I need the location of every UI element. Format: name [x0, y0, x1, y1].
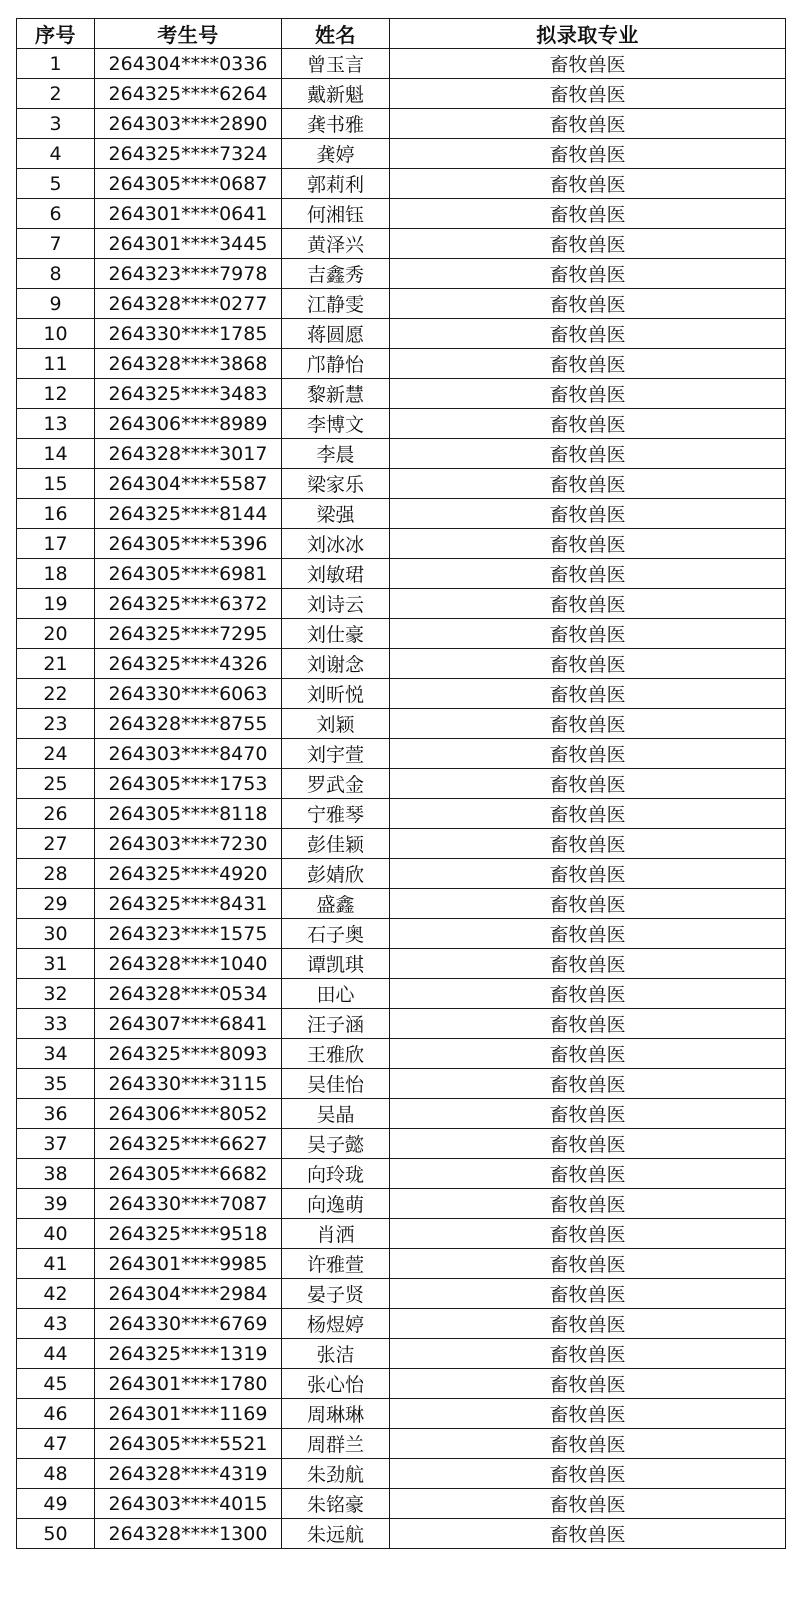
cell-major: 畜牧兽医: [390, 469, 786, 499]
table-row: [17, 259, 786, 289]
cell-seq: 1: [17, 49, 95, 79]
cell-name: 李晨: [282, 439, 390, 469]
cell-name: 宁雅琴: [282, 799, 390, 829]
cell-exam-number: 264305****6981: [95, 559, 282, 589]
cell-seq: 48: [17, 1459, 95, 1489]
cell-seq: 49: [17, 1489, 95, 1519]
cell-exam-number: 264325****4326: [95, 649, 282, 679]
table-row: [17, 199, 786, 229]
cell-major: 畜牧兽医: [390, 139, 786, 169]
table-body: [17, 49, 786, 1549]
table-row: [17, 739, 786, 769]
table-row: [17, 1399, 786, 1429]
cell-seq: 43: [17, 1309, 95, 1339]
table-row: [17, 1249, 786, 1279]
table-row: [17, 1279, 786, 1309]
cell-major: 畜牧兽医: [390, 439, 786, 469]
cell-exam-number: 264328****3017: [95, 439, 282, 469]
cell-seq: 12: [17, 379, 95, 409]
table-row: [17, 829, 786, 859]
cell-seq: 30: [17, 919, 95, 949]
cell-seq: 6: [17, 199, 95, 229]
table-row: [17, 169, 786, 199]
cell-name: 周琳琳: [282, 1399, 390, 1429]
cell-exam-number: 264328****0534: [95, 979, 282, 1009]
table-row: [17, 979, 786, 1009]
cell-major: 畜牧兽医: [390, 859, 786, 889]
cell-exam-number: 264330****7087: [95, 1189, 282, 1219]
cell-exam-number: 264325****7324: [95, 139, 282, 169]
cell-name: 吴子懿: [282, 1129, 390, 1159]
cell-exam-number: 264325****6264: [95, 79, 282, 109]
header-major: 拟录取专业: [390, 19, 786, 49]
cell-name: 彭婧欣: [282, 859, 390, 889]
cell-major: 畜牧兽医: [390, 1429, 786, 1459]
cell-seq: 13: [17, 409, 95, 439]
cell-exam-number: 264325****1319: [95, 1339, 282, 1369]
table-row: [17, 1159, 786, 1189]
cell-name: 晏子贤: [282, 1279, 390, 1309]
cell-exam-number: 264305****0687: [95, 169, 282, 199]
cell-seq: 16: [17, 499, 95, 529]
cell-major: 畜牧兽医: [390, 319, 786, 349]
cell-seq: 19: [17, 589, 95, 619]
cell-exam-number: 264330****6769: [95, 1309, 282, 1339]
cell-major: 畜牧兽医: [390, 1099, 786, 1129]
cell-seq: 4: [17, 139, 95, 169]
table-row: [17, 1489, 786, 1519]
cell-exam-number: 264307****6841: [95, 1009, 282, 1039]
table-row: [17, 109, 786, 139]
cell-seq: 2: [17, 79, 95, 109]
cell-major: 畜牧兽医: [390, 979, 786, 1009]
cell-major: 畜牧兽医: [390, 709, 786, 739]
cell-major: 畜牧兽医: [390, 499, 786, 529]
cell-major: 畜牧兽医: [390, 199, 786, 229]
cell-name: 许雅萱: [282, 1249, 390, 1279]
table-row: [17, 679, 786, 709]
cell-exam-number: 264325****8431: [95, 889, 282, 919]
cell-major: 畜牧兽医: [390, 289, 786, 319]
cell-exam-number: 264305****6682: [95, 1159, 282, 1189]
table-row: [17, 1129, 786, 1159]
cell-seq: 5: [17, 169, 95, 199]
cell-name: 蒋圆愿: [282, 319, 390, 349]
cell-major: 畜牧兽医: [390, 1279, 786, 1309]
cell-name: 张心怡: [282, 1369, 390, 1399]
table-row: [17, 1189, 786, 1219]
table-row: [17, 619, 786, 649]
table-row: [17, 1219, 786, 1249]
cell-seq: 39: [17, 1189, 95, 1219]
cell-major: 畜牧兽医: [390, 1009, 786, 1039]
cell-exam-number: 264303****7230: [95, 829, 282, 859]
cell-name: 谭凯琪: [282, 949, 390, 979]
cell-major: 畜牧兽医: [390, 229, 786, 259]
cell-major: 畜牧兽医: [390, 409, 786, 439]
cell-major: 畜牧兽医: [390, 49, 786, 79]
header-exam-number: 考生号: [95, 19, 282, 49]
cell-name: 刘仕豪: [282, 619, 390, 649]
cell-name: 王雅欣: [282, 1039, 390, 1069]
cell-exam-number: 264301****9985: [95, 1249, 282, 1279]
cell-name: 张洁: [282, 1339, 390, 1369]
cell-name: 龚书雅: [282, 109, 390, 139]
cell-exam-number: 264325****4920: [95, 859, 282, 889]
table-row: [17, 949, 786, 979]
cell-major: 畜牧兽医: [390, 1249, 786, 1279]
cell-name: 石子奥: [282, 919, 390, 949]
cell-name: 郭莉利: [282, 169, 390, 199]
cell-major: 畜牧兽医: [390, 1459, 786, 1489]
cell-major: 畜牧兽医: [390, 1519, 786, 1549]
cell-major: 畜牧兽医: [390, 259, 786, 289]
cell-seq: 33: [17, 1009, 95, 1039]
cell-major: 畜牧兽医: [390, 529, 786, 559]
cell-major: 畜牧兽医: [390, 589, 786, 619]
cell-major: 畜牧兽医: [390, 949, 786, 979]
cell-name: 盛鑫: [282, 889, 390, 919]
cell-exam-number: 264328****1040: [95, 949, 282, 979]
cell-name: 龚婷: [282, 139, 390, 169]
cell-seq: 17: [17, 529, 95, 559]
cell-major: 畜牧兽医: [390, 889, 786, 919]
cell-exam-number: 264301****3445: [95, 229, 282, 259]
cell-exam-number: 264325****3483: [95, 379, 282, 409]
cell-name: 向逸萌: [282, 1189, 390, 1219]
cell-major: 畜牧兽医: [390, 1069, 786, 1099]
table-row: [17, 1459, 786, 1489]
cell-exam-number: 264301****0641: [95, 199, 282, 229]
cell-seq: 47: [17, 1429, 95, 1459]
cell-seq: 14: [17, 439, 95, 469]
cell-exam-number: 264330****3115: [95, 1069, 282, 1099]
table-row: [17, 1099, 786, 1129]
cell-seq: 45: [17, 1369, 95, 1399]
table-row: [17, 1039, 786, 1069]
cell-exam-number: 264325****8144: [95, 499, 282, 529]
cell-seq: 23: [17, 709, 95, 739]
cell-exam-number: 264306****8989: [95, 409, 282, 439]
cell-exam-number: 264325****6627: [95, 1129, 282, 1159]
cell-name: 刘颖: [282, 709, 390, 739]
cell-seq: 32: [17, 979, 95, 1009]
cell-name: 汪子涵: [282, 1009, 390, 1039]
cell-exam-number: 264328****8755: [95, 709, 282, 739]
cell-exam-number: 264330****1785: [95, 319, 282, 349]
cell-major: 畜牧兽医: [390, 1219, 786, 1249]
cell-exam-number: 264328****0277: [95, 289, 282, 319]
cell-seq: 38: [17, 1159, 95, 1189]
cell-exam-number: 264306****8052: [95, 1099, 282, 1129]
cell-major: 畜牧兽医: [390, 619, 786, 649]
cell-seq: 24: [17, 739, 95, 769]
table-row: [17, 559, 786, 589]
table-row: [17, 79, 786, 109]
cell-seq: 10: [17, 319, 95, 349]
cell-name: 朱劲航: [282, 1459, 390, 1489]
cell-name: 刘宇萱: [282, 739, 390, 769]
cell-name: 吴晶: [282, 1099, 390, 1129]
cell-seq: 44: [17, 1339, 95, 1369]
table-row: [17, 139, 786, 169]
cell-exam-number: 264323****7978: [95, 259, 282, 289]
cell-name: 梁强: [282, 499, 390, 529]
cell-name: 曾玉言: [282, 49, 390, 79]
cell-major: 畜牧兽医: [390, 1399, 786, 1429]
cell-name: 朱远航: [282, 1519, 390, 1549]
cell-major: 畜牧兽医: [390, 739, 786, 769]
cell-exam-number: 264325****7295: [95, 619, 282, 649]
cell-exam-number: 264305****5521: [95, 1429, 282, 1459]
cell-major: 畜牧兽医: [390, 1129, 786, 1159]
cell-major: 畜牧兽医: [390, 829, 786, 859]
cell-name: 罗武金: [282, 769, 390, 799]
cell-name: 吉鑫秀: [282, 259, 390, 289]
cell-name: 刘昕悦: [282, 679, 390, 709]
cell-seq: 46: [17, 1399, 95, 1429]
cell-seq: 20: [17, 619, 95, 649]
header-row: [17, 19, 786, 49]
cell-exam-number: 264328****4319: [95, 1459, 282, 1489]
table-row: [17, 1429, 786, 1459]
cell-exam-number: 264325****6372: [95, 589, 282, 619]
cell-seq: 21: [17, 649, 95, 679]
cell-name: 刘谢念: [282, 649, 390, 679]
table-row: [17, 589, 786, 619]
cell-major: 畜牧兽医: [390, 559, 786, 589]
cell-exam-number: 264328****1300: [95, 1519, 282, 1549]
header-name: 姓名: [282, 19, 390, 49]
cell-seq: 40: [17, 1219, 95, 1249]
cell-exam-number: 264330****6063: [95, 679, 282, 709]
cell-seq: 50: [17, 1519, 95, 1549]
table-row: [17, 1069, 786, 1099]
cell-seq: 26: [17, 799, 95, 829]
cell-name: 彭佳颖: [282, 829, 390, 859]
cell-exam-number: 264305****8118: [95, 799, 282, 829]
cell-major: 畜牧兽医: [390, 1039, 786, 1069]
cell-seq: 27: [17, 829, 95, 859]
table-row: [17, 769, 786, 799]
table-row: [17, 649, 786, 679]
table-row: [17, 409, 786, 439]
cell-seq: 35: [17, 1069, 95, 1099]
admission-table: [16, 18, 786, 1549]
table-row: [17, 889, 786, 919]
cell-major: 畜牧兽医: [390, 799, 786, 829]
table-row: [17, 1009, 786, 1039]
cell-major: 畜牧兽医: [390, 349, 786, 379]
table-row: [17, 499, 786, 529]
table-row: [17, 799, 786, 829]
table-row: [17, 919, 786, 949]
header-seq: 序号: [17, 19, 95, 49]
cell-seq: 36: [17, 1099, 95, 1129]
cell-exam-number: 264304****0336: [95, 49, 282, 79]
cell-name: 向玲珑: [282, 1159, 390, 1189]
cell-major: 畜牧兽医: [390, 109, 786, 139]
cell-seq: 18: [17, 559, 95, 589]
cell-major: 畜牧兽医: [390, 1189, 786, 1219]
cell-seq: 29: [17, 889, 95, 919]
cell-major: 畜牧兽医: [390, 79, 786, 109]
cell-name: 黄泽兴: [282, 229, 390, 259]
cell-seq: 15: [17, 469, 95, 499]
cell-name: 梁家乐: [282, 469, 390, 499]
cell-exam-number: 264325****8093: [95, 1039, 282, 1069]
cell-name: 肖洒: [282, 1219, 390, 1249]
cell-exam-number: 264304****2984: [95, 1279, 282, 1309]
table-row: [17, 469, 786, 499]
table-row: [17, 1339, 786, 1369]
cell-exam-number: 264305****5396: [95, 529, 282, 559]
cell-seq: 34: [17, 1039, 95, 1069]
cell-name: 刘冰冰: [282, 529, 390, 559]
cell-exam-number: 264303****4015: [95, 1489, 282, 1519]
table-row: [17, 439, 786, 469]
cell-seq: 22: [17, 679, 95, 709]
cell-name: 刘敏珺: [282, 559, 390, 589]
cell-major: 畜牧兽医: [390, 769, 786, 799]
cell-major: 畜牧兽医: [390, 379, 786, 409]
cell-name: 江静雯: [282, 289, 390, 319]
cell-major: 畜牧兽医: [390, 919, 786, 949]
table-row: [17, 229, 786, 259]
cell-seq: 28: [17, 859, 95, 889]
cell-name: 田心: [282, 979, 390, 1009]
cell-name: 戴新魁: [282, 79, 390, 109]
table-row: [17, 1369, 786, 1399]
table-row: [17, 319, 786, 349]
cell-seq: 3: [17, 109, 95, 139]
cell-major: 畜牧兽医: [390, 1489, 786, 1519]
table-row: [17, 709, 786, 739]
cell-name: 吴佳怡: [282, 1069, 390, 1099]
cell-exam-number: 264328****3868: [95, 349, 282, 379]
cell-seq: 7: [17, 229, 95, 259]
cell-major: 畜牧兽医: [390, 1159, 786, 1189]
cell-major: 畜牧兽医: [390, 679, 786, 709]
cell-name: 李博文: [282, 409, 390, 439]
cell-name: 黎新慧: [282, 379, 390, 409]
cell-exam-number: 264323****1575: [95, 919, 282, 949]
cell-name: 朱铭豪: [282, 1489, 390, 1519]
table-row: [17, 49, 786, 79]
cell-name: 邝静怡: [282, 349, 390, 379]
cell-exam-number: 264303****8470: [95, 739, 282, 769]
cell-name: 周群兰: [282, 1429, 390, 1459]
cell-seq: 37: [17, 1129, 95, 1159]
cell-exam-number: 264325****9518: [95, 1219, 282, 1249]
cell-exam-number: 264301****1780: [95, 1369, 282, 1399]
cell-name: 杨煜婷: [282, 1309, 390, 1339]
cell-seq: 8: [17, 259, 95, 289]
cell-exam-number: 264305****1753: [95, 769, 282, 799]
cell-major: 畜牧兽医: [390, 1369, 786, 1399]
cell-seq: 9: [17, 289, 95, 319]
cell-name: 何湘钰: [282, 199, 390, 229]
table-row: [17, 529, 786, 559]
cell-major: 畜牧兽医: [390, 649, 786, 679]
cell-seq: 42: [17, 1279, 95, 1309]
cell-exam-number: 264301****1169: [95, 1399, 282, 1429]
table-row: [17, 379, 786, 409]
table-row: [17, 1309, 786, 1339]
table-row: [17, 349, 786, 379]
cell-seq: 11: [17, 349, 95, 379]
table-row: [17, 1519, 786, 1549]
cell-major: 畜牧兽医: [390, 169, 786, 199]
cell-major: 畜牧兽医: [390, 1309, 786, 1339]
table-row: [17, 289, 786, 319]
cell-seq: 31: [17, 949, 95, 979]
cell-exam-number: 264304****5587: [95, 469, 282, 499]
cell-exam-number: 264303****2890: [95, 109, 282, 139]
cell-seq: 41: [17, 1249, 95, 1279]
cell-seq: 25: [17, 769, 95, 799]
table-row: [17, 859, 786, 889]
cell-name: 刘诗云: [282, 589, 390, 619]
cell-major: 畜牧兽医: [390, 1339, 786, 1369]
